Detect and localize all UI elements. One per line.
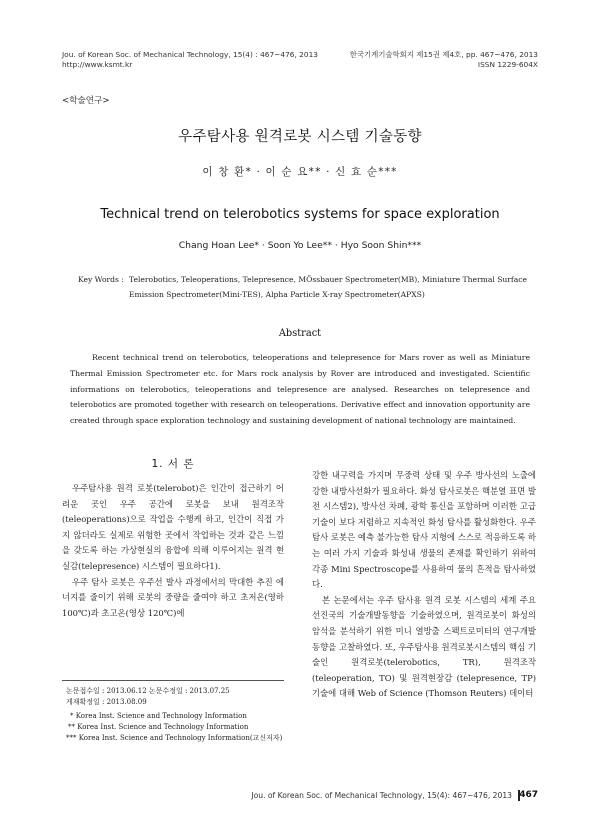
article-category: <학술연구>: [62, 96, 110, 106]
journal-citation-ko: 한국기계기술학회지 제15권 제4호, pp. 467~476, 2013: [349, 50, 538, 59]
accepted-date: 게재확정일 : 2013.08.09: [66, 698, 147, 706]
page-number: 467: [519, 790, 538, 800]
issn: ISSN 1229-604X: [477, 60, 538, 69]
journal-url: http://www.ksmt.kr: [62, 60, 133, 69]
left-column: [62, 481, 284, 621]
title-korean: 우주탐사용 원격로봇 시스템 기술동향: [178, 129, 422, 145]
abstract-heading: Abstract: [278, 328, 322, 339]
authors-korean: 이 창 환* · 이 순 요** · 신 효 순***: [202, 166, 398, 178]
abstract-text: Recent technical trend on telerobotics, teleoperations and telepresence for Mars rover as well as Miniature Thermal Emission Spectrometer etc. for Mars rock analysis by Rover are introduced and investigated. Scientific informations on telerobotics, teleoperations and telepresence are analysed. Researches on telepresence and telerobotics are promoted together with research on teleoperations. Derivative effect and innovation opportunity are created through space exploration technology and sustaining development of national technology are maintained.: [70, 353, 530, 426]
affiliation-3: *** Korea Inst. Science and Technology Information(교신저자): [66, 734, 283, 742]
footnote-divider: [62, 680, 284, 681]
journal-citation: Jou. of Korean Soc. of Mechanical Technology, 15(4) : 467~476, 2013: [62, 50, 318, 59]
keywords-label: Key Words :: [78, 275, 124, 284]
footer-citation: Jou. of Korean Soc. of Mechanical Technology, 15(4): 467~476, 2013: [251, 791, 512, 800]
affiliation-1: * Korea Inst. Science and Technology Information: [70, 712, 247, 720]
keywords-line-2: Emission Spectrometer(Mini-TES), Alpha Particle X-ray Spectrometer(APXS): [129, 290, 425, 299]
received-date: 논문접수일 : 2013.06.12 논문수정일 : 2013.07.25: [66, 687, 230, 695]
section-heading-introduction: 1. 서 론: [151, 458, 195, 470]
right-paragraph-2: 본 논문에서는 우주 탐사용 원격 로봇 시스템의 세계 주요 선진국의 기술개발동향을 기술하였으며, 원격로봇이 화성의 암석을 분석하기 위한 미니 열방출 스펙트로미터의 연구개발동향을 고찰하였다. 또, 우주탐사용 원격로봇시스템의 핵심 기술인 원격로봇(telerobotics, TR), 원격조작(teleoperation, TO) 및 원격현장감 (telepresence, TP) 기술에 대해 Web of Science (Thomson Reuters) 데이터: [312, 594, 536, 699]
intro-paragraph-1: 우주탐사용 원격 로봇(telerobot)은 인간이 접근하기 어려운 곳인 우주 공간에 로봇을 보내 원격조작(teleoperations)으로 작업을 수행케 하고, 인간이 직접 가지 않더라도 실제로 위험한 곳에서 작업하는 것과 같은 느낌을 갖도록 하는 가상현실의 융합에 의해 이루어지는 원격 현실감(telepresence) 시스템이 필요하다1).: [62, 483, 284, 571]
affiliation-2: ** Korea Inst. Science and Technology Information: [68, 723, 249, 731]
authors-english: Chang Hoan Lee* · Soon Yo Lee** · Hyo Soon Shin***: [178, 240, 422, 251]
intro-paragraph-2: 우주 탐사 로봇은 우주선 발사 과정에서의 막대한 추진 에너지를 줄이기 위해 로봇의 중량을 줄여야 하고 초저온(영하 100℃)과 초고온(영상 120℃)에: [62, 576, 284, 618]
right-paragraph-1: 강한 내구력을 가지며 무중력 상태 및 우주 방사선의 노출에 강한 내방사선화가 필요하다. 화성 탐사로봇은 핵분열 표면 발전 시스템2), 방사선 차폐, 광학 통신을 포함하며 이러한 고급기술이 보다 저렴하고 지속적인 화성 탐사를 활성화한다. 우주탐사 로봇은 예측 불가능한 탐사 지형에 스스로 적응하도록 하는 여러 가지 기술과 화성내 생물의 존재를 확인하기 위하여 각종 Mini Spectroscope를 사용하여 물의 흔적을 탐사하였다.: [312, 470, 536, 590]
title-english: Technical trend on telerobotics systems for space exploration: [100, 207, 500, 222]
right-column: [312, 468, 536, 702]
keywords-line-1: Telerobotics, Teleoperations, Telepresence, MÖssbauer Spectrometer(MB), Miniature Thermal Surface: [129, 275, 528, 284]
